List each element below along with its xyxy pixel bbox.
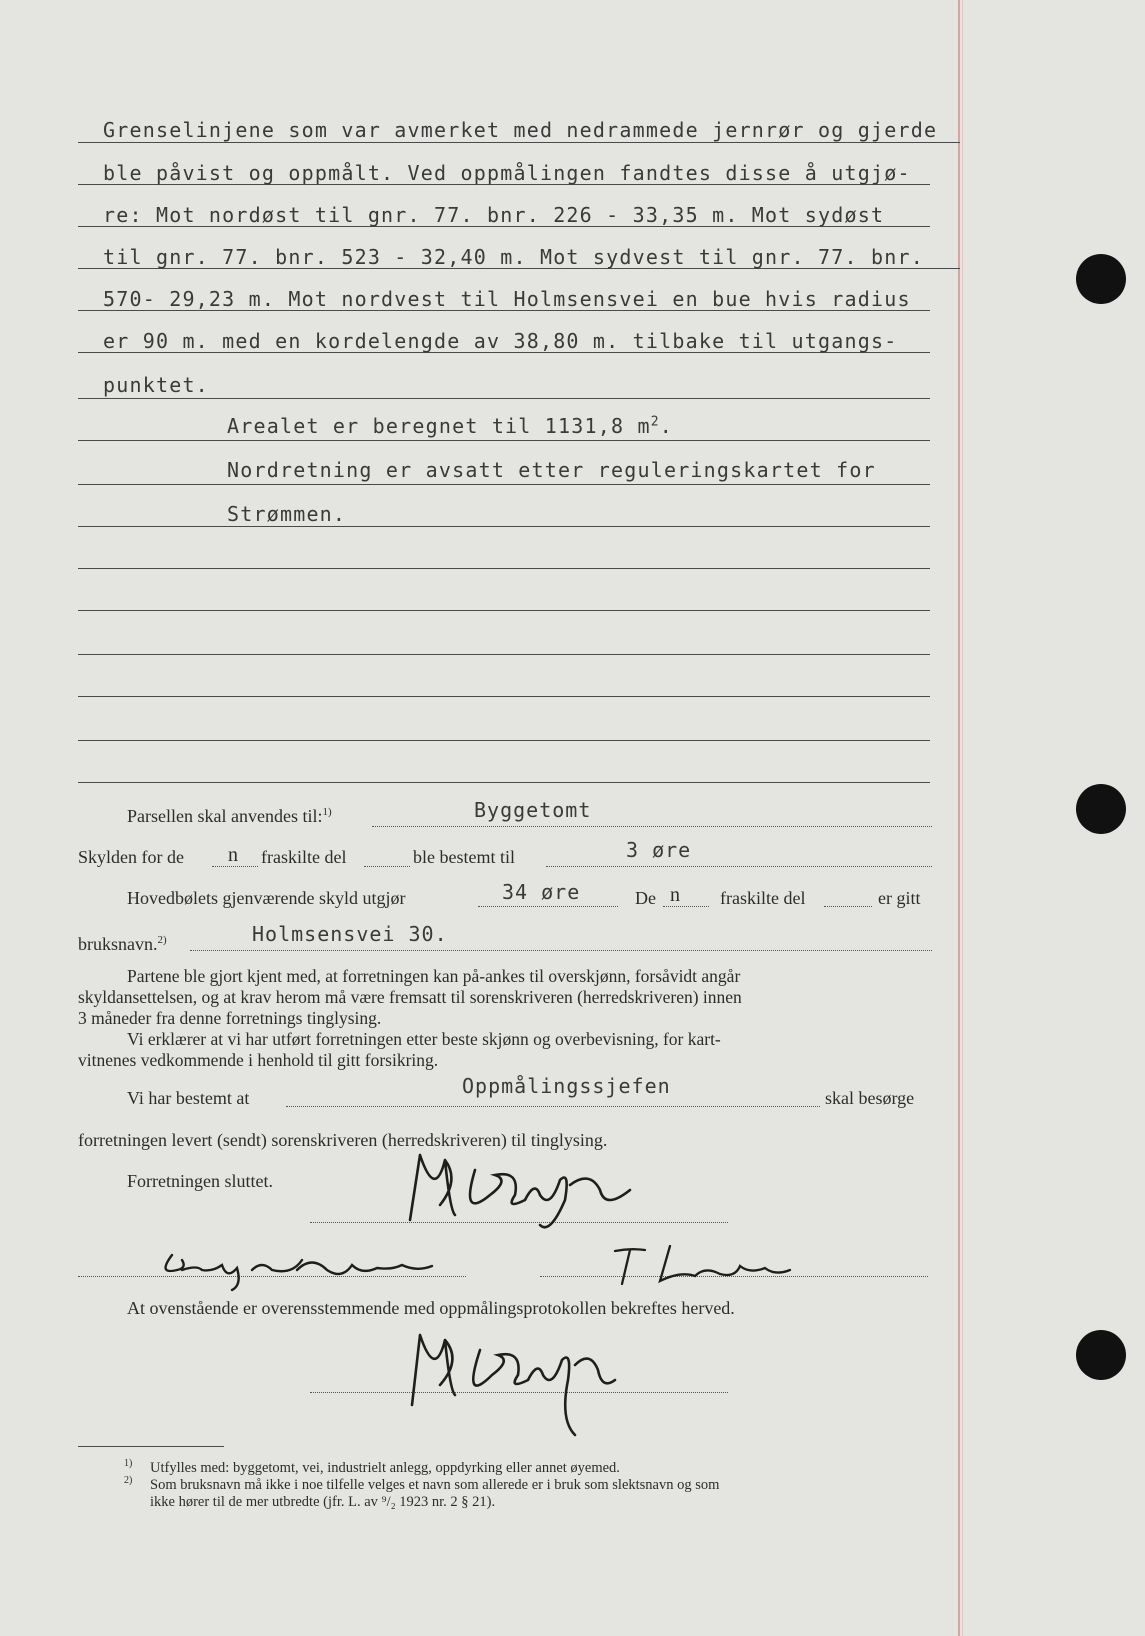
red-margin-line-faint: [962, 0, 963, 1636]
hoved-dots-1: [478, 906, 618, 907]
skyld-label-c: ble bestemt til: [413, 847, 515, 867]
skyld-dots-3: [546, 866, 932, 867]
bestemt-value: Oppmålingssjefen: [462, 1074, 671, 1098]
ruled-line: [78, 484, 930, 485]
para2-line2: vitnenes vedkommende i henhold til gitt forsikring.: [78, 1050, 439, 1070]
para1-line1: Partene ble gjort kjent med, at forretningen kan på-ankes til overskjønn, forsåvidt angår: [127, 966, 741, 986]
skyld-n: n: [228, 844, 238, 866]
hoved-label: Hovedbølets gjenværende skyld utgjør: [127, 888, 406, 908]
signature-4: [400, 1310, 640, 1440]
typed-line-7: punktet.: [103, 373, 209, 397]
punch-hole-top: [1076, 254, 1126, 304]
typed-line-1: Grenselinjene som var avmerket med nedrammede jernrør og gjerde: [103, 118, 938, 142]
usage-value: Byggetomt: [474, 798, 592, 822]
para2-line1: Vi erklærer at vi har utført forretningen etter beste skjønn og overbevisning, for kart-: [127, 1029, 721, 1049]
footnote-separator: [78, 1446, 224, 1447]
bruksnavn-dots: [190, 950, 932, 951]
signature-3: [600, 1236, 820, 1286]
bruksnavn-value: Holmsensvei 30.: [252, 922, 448, 946]
signature-1: [400, 1140, 660, 1230]
hoved-de: De: [635, 888, 656, 908]
para1-line2: skyldansettelsen, og at krav herom må være fremsatt til sorenskriveren (herredskriveren) innen: [78, 987, 742, 1007]
skyld-dots-2: [364, 866, 410, 867]
typed-line-4: til gnr. 77. bnr. 523 - 32,40 m. Mot sydvest til gnr. 77. bnr.: [103, 245, 924, 269]
typed-line-2: ble påvist og oppmålt. Ved oppmålingen fandtes disse å utgjø-: [103, 161, 911, 185]
typed-line-5: 570- 29,23 m. Mot nordvest til Holmsensvei en bue hvis radius: [103, 287, 911, 311]
bestemt-label: Vi har bestemt at: [127, 1088, 250, 1108]
hoved-gitt: er gitt: [878, 888, 921, 908]
ruled-line: [78, 526, 930, 527]
confirm-line: At ovenstående er overensstemmende med oppmålingsprotokollen bekreftes herved.: [127, 1298, 735, 1318]
skyld-label-a: Skylden for de: [78, 847, 184, 867]
typed-line-area: [227, 414, 673, 438]
area-suffix: .: [659, 414, 673, 438]
hoved-n: n: [670, 884, 680, 906]
bestemt-suffix: skal besørge: [825, 1088, 915, 1108]
hoved-dots-3: [824, 906, 872, 907]
para1-line3: 3 måneder fra denne forretnings tinglysing.: [78, 1008, 382, 1028]
bruksnavn-label: bruksnavn.$^{2)}$: [78, 934, 167, 954]
ruled-line: [78, 142, 960, 143]
footnote-2-line1: Som bruksnavn må ikke i noe tilfelle velges et navn som allerede er i bruk som slektsnavn og som: [150, 1477, 720, 1493]
ruled-line: [78, 696, 930, 697]
ruled-line: [78, 654, 930, 655]
ruled-line: [78, 440, 930, 441]
punch-hole-bottom: [1076, 1330, 1126, 1380]
skyld-label-b: fraskilte del: [261, 847, 347, 867]
ruled-line: [78, 740, 930, 741]
hoved-fraskilte: fraskilte del: [720, 888, 806, 908]
levert-line: forretningen levert (sendt) sorenskriveren (herredskriveren) til tinglysing.: [78, 1130, 608, 1150]
ruled-line: [78, 398, 930, 399]
footnote-2-mark: 2): [124, 1475, 133, 1486]
punch-hole-middle: [1076, 784, 1126, 834]
area-text: Arealet er beregnet til 1131,8 m: [227, 414, 651, 438]
ruled-line: [78, 782, 930, 783]
skyld-value: 3 øre: [626, 838, 692, 862]
signature-2: [152, 1240, 442, 1290]
typed-line-3: re: Mot nordøst til gnr. 77. bnr. 226 - 33,35 m. Mot sydøst: [103, 203, 885, 227]
footnote-1: Utfylles med: byggetomt, vei, industrielt anlegg, oppdyrking eller annet øyemed.: [150, 1460, 620, 1476]
usage-label: Parsellen skal anvendes til:$^{1)}$: [127, 806, 332, 826]
hoved-value: 34 øre: [502, 880, 581, 904]
area-superscript: 2: [650, 414, 660, 430]
typed-line-strommen: Strømmen.: [227, 502, 347, 526]
footnote-1-mark: 1): [124, 1458, 133, 1469]
typed-line-north: Nordretning er avsatt etter reguleringskartet for: [227, 458, 876, 482]
typed-line-6: er 90 m. med en kordelengde av 38,80 m. tilbake til utgangs-: [103, 329, 898, 353]
sluttet-line: Forretningen sluttet.: [127, 1171, 273, 1191]
ruled-line: [78, 568, 930, 569]
red-margin-line: [958, 0, 960, 1636]
bestemt-dots: [286, 1106, 820, 1107]
footnote-2-line2: ikke hører til de mer utbredte (jfr. L. av ⁹/₂ 1923 nr. 2 § 21).: [150, 1494, 496, 1510]
ruled-line: [78, 610, 930, 611]
usage-dotted-line: [372, 826, 932, 827]
